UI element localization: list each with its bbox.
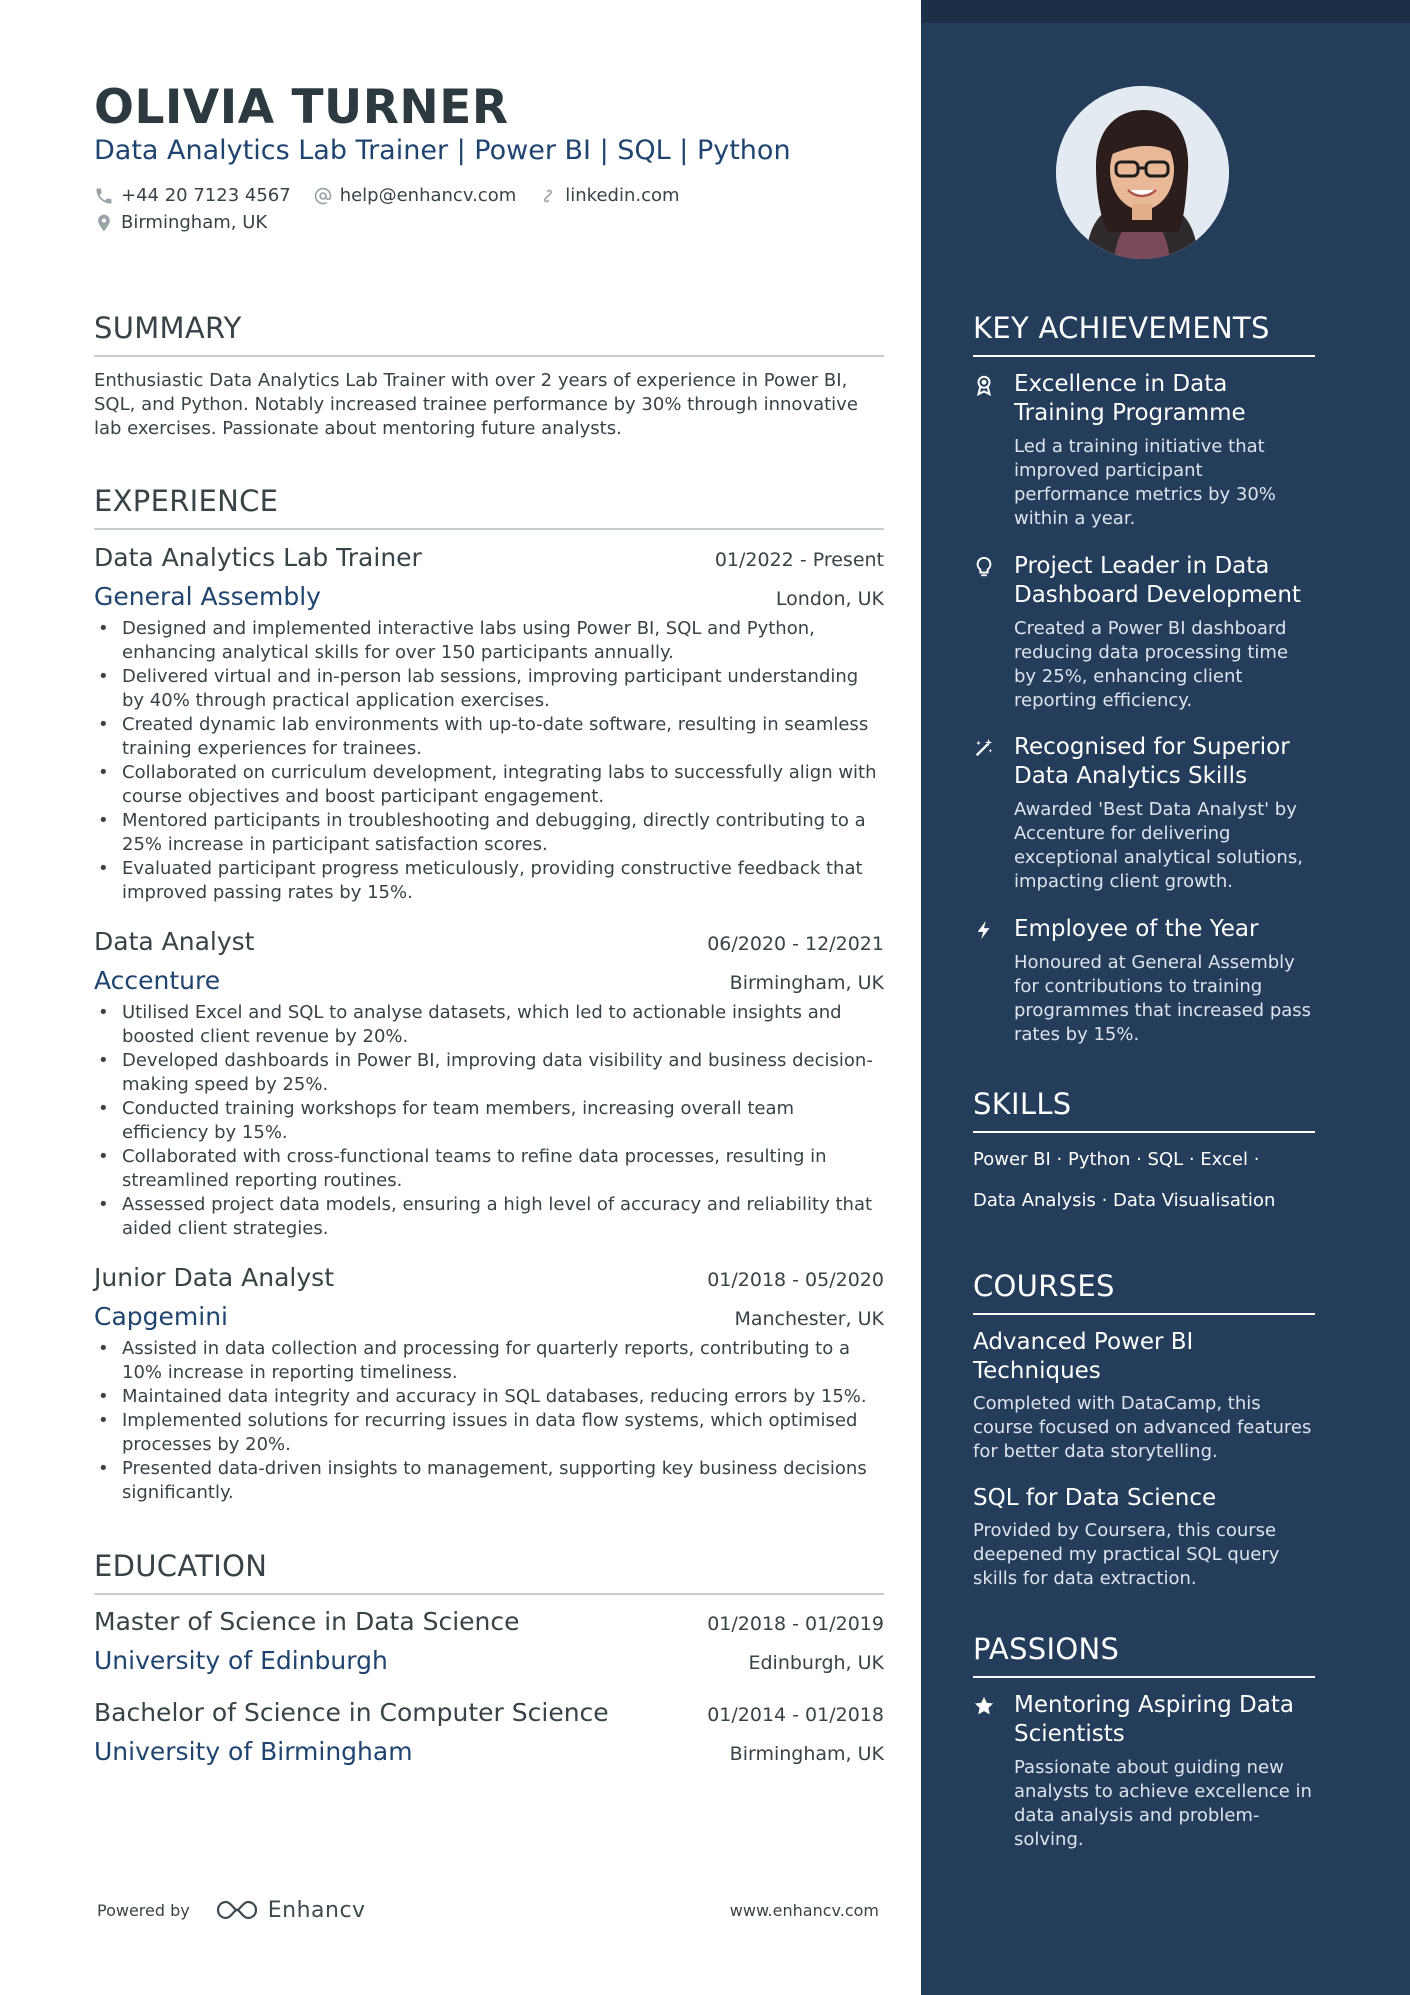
passions-section: [973, 1632, 1315, 1678]
job-dates: 01/2018 - 05/2020: [707, 1269, 884, 1291]
passion-title: Mentoring Aspiring Data Scientists: [1014, 1692, 1294, 1747]
achievement-title: Project Leader in Data Dashboard Development: [1014, 553, 1301, 608]
skills-title: SKILLS: [973, 1087, 1315, 1133]
candidate-name: OLIVIA TURNER: [94, 80, 509, 135]
school-location: Edinburgh, UK: [748, 1652, 884, 1674]
job-location: Birmingham, UK: [729, 972, 884, 994]
achievement-desc: Created a Power BI dashboard reducing data processing time by 25%, enhancing client reporting efficiency.: [1014, 618, 1289, 711]
courses-title: COURSES: [973, 1269, 1315, 1315]
lightbulb-icon: [973, 556, 995, 578]
passion-item: [973, 1691, 1315, 1852]
bullet-item: • Collaborated on curriculum development, integrating labs to successfully align with course objectives and boost participant engagement.: [94, 761, 884, 809]
phone-text: +44 20 7123 4567: [121, 185, 291, 206]
lightning-icon: [973, 919, 995, 941]
degree-title: Master of Science in Data Science: [94, 1607, 520, 1636]
achievement-desc: Honoured at General Assembly for contributions to training programmes that increased pass rates by 15%.: [1014, 952, 1312, 1045]
achievement-item: [973, 552, 1315, 713]
summary-title: SUMMARY: [94, 311, 884, 357]
skills-line-2: Data Analysis · Data Visualisation: [973, 1190, 1276, 1211]
bullet-item: • Assessed project data models, ensuring a high level of accuracy and reliability that aided client strategies.: [94, 1193, 884, 1241]
skills-section: [973, 1087, 1315, 1211]
email-text: help@enhancv.com: [339, 185, 517, 206]
job-entry: [94, 927, 884, 1241]
course-title: Advanced Power BI Techniques: [973, 1329, 1194, 1384]
job-title: Junior Data Analyst: [94, 1263, 335, 1292]
job-company: General Assembly: [94, 582, 321, 611]
job-company: Capgemini: [94, 1302, 228, 1331]
summary-section: [94, 311, 884, 441]
job-entry: [94, 543, 884, 905]
degree-title: Bachelor of Science in Computer Science: [94, 1698, 609, 1727]
course-desc: Completed with DataCamp, this course focused on advanced features for better data storytelling.: [973, 1393, 1312, 1462]
powered-by-label: Powered by: [97, 1900, 190, 1920]
at-icon: [313, 186, 333, 206]
education-entry: [94, 1698, 884, 1766]
job-bullets: [94, 1337, 884, 1505]
contact-row-2: [94, 212, 267, 233]
star-icon: [973, 1695, 995, 1717]
contact-location: [94, 212, 267, 233]
enhancv-logo-icon: [214, 1898, 260, 1922]
sidebar-top-bar: [921, 0, 1410, 23]
skills-line-1: Power BI · Python · SQL · Excel ·: [973, 1149, 1260, 1170]
job-title: Data Analytics Lab Trainer: [94, 543, 422, 572]
contact-link[interactable]: [538, 185, 679, 206]
bullet-item: • Developed dashboards in Power BI, improving data visibility and business decision-making speed by 25%.: [94, 1049, 884, 1097]
bullet-item: • Conducted training workshops for team members, increasing overall team efficiency by 15%.: [94, 1097, 884, 1145]
avatar-illustration: [1056, 86, 1229, 259]
job-bullets: [94, 1001, 884, 1241]
achievement-title: Employee of the Year: [1014, 916, 1259, 942]
bullet-item: • Evaluated participant progress meticulously, providing constructive feedback that improved passing rates by 15%.: [94, 857, 884, 905]
passion-desc: Passionate about guiding new analysts to achieve excellence in data analysis and problem-solving.: [1014, 1757, 1312, 1850]
education-dates: 01/2018 - 01/2019: [707, 1613, 884, 1635]
award-icon: [973, 374, 995, 396]
achievement-title: Excellence in Data Training Programme: [1014, 371, 1246, 426]
bullet-item: • Created dynamic lab environments with up-to-date software, resulting in seamless training experiences for trainees.: [94, 713, 884, 761]
powered-by: [97, 1898, 366, 1923]
location-pin-icon: [94, 213, 114, 233]
enhancv-logo[interactable]: [214, 1898, 366, 1923]
job-dates: 06/2020 - 12/2021: [707, 933, 884, 955]
job-location: Manchester, UK: [734, 1308, 884, 1330]
link-icon: [538, 186, 558, 206]
achievement-item: [973, 733, 1315, 894]
job-company: Accenture: [94, 966, 221, 995]
job-dates: 01/2022 - Present: [714, 549, 884, 571]
link-text: linkedin.com: [565, 185, 680, 206]
job-location: London, UK: [775, 588, 884, 610]
sidebar: [921, 0, 1410, 1995]
school-name: University of Edinburgh: [94, 1646, 388, 1675]
bullet-item: • Implemented solutions for recurring issues in data flow systems, which optimised processes by 20%.: [94, 1409, 884, 1457]
bullet-item: • Utilised Excel and SQL to analyse datasets, which led to actionable insights and boosted client revenue by 20%.: [94, 1001, 884, 1049]
magic-wand-icon: [973, 737, 995, 759]
achievement-title: Recognised for Superior Data Analytics Skills: [1014, 734, 1290, 789]
website-link[interactable]: www.enhancv.com: [729, 1900, 879, 1920]
course-item: [973, 1484, 1315, 1591]
contact-email[interactable]: [313, 185, 517, 206]
education-entry: [94, 1607, 884, 1675]
location-text: Birmingham, UK: [121, 212, 268, 233]
phone-icon: [94, 186, 114, 206]
achievements-title: KEY ACHIEVEMENTS: [973, 311, 1315, 357]
bullet-item: • Mentored participants in troubleshooting and debugging, directly contributing to a 25% increase in participant satisfaction scores.: [94, 809, 884, 857]
education-dates: 01/2014 - 01/2018: [707, 1704, 884, 1726]
school-name: University of Birmingham: [94, 1737, 413, 1766]
bullet-item: • Collaborated with cross-functional teams to refine data processes, resulting in streamlined reporting routines.: [94, 1145, 884, 1193]
bullet-item: • Presented data-driven insights to management, supporting key business decisions significantly.: [94, 1457, 884, 1505]
experience-section: [94, 484, 884, 530]
course-item: [973, 1328, 1315, 1464]
summary-text: Enthusiastic Data Analytics Lab Trainer with over 2 years of experience in Power BI, SQL, and Python. Notably increased trainee performance by 30% through innovative lab exercises. Passionate about mentoring future analysts.: [94, 370, 858, 439]
education-title: EDUCATION: [94, 1549, 884, 1595]
experience-title: EXPERIENCE: [94, 484, 884, 530]
job-entry: [94, 1263, 884, 1505]
course-title: SQL for Data Science: [973, 1485, 1217, 1511]
course-desc: Provided by Coursera, this course deepened my practical SQL query skills for data extraction.: [973, 1520, 1280, 1589]
achievement-item: [973, 370, 1315, 531]
contact-phone: [94, 185, 291, 206]
achievements-section: [973, 311, 1315, 357]
bullet-item: • Assisted in data collection and processing for quarterly reports, contributing to a 10% increase in reporting timeliness.: [94, 1337, 884, 1385]
brand-name: Enhancv: [267, 1897, 366, 1923]
candidate-headline: Data Analytics Lab Trainer | Power BI | SQL | Python: [94, 135, 791, 166]
job-title: Data Analyst: [94, 927, 255, 956]
courses-section: [973, 1269, 1315, 1315]
school-location: Birmingham, UK: [729, 1743, 884, 1765]
footer: [97, 1895, 879, 1925]
bullet-item: • Maintained data integrity and accuracy in SQL databases, reducing errors by 15%.: [94, 1385, 884, 1409]
education-section: [94, 1549, 884, 1595]
bullet-item: • Designed and implemented interactive labs using Power BI, SQL and Python, enhancing analytical skills for over 150 participants annually.: [94, 617, 884, 665]
achievement-desc: Awarded 'Best Data Analyst' by Accenture for delivering exceptional analytical solutions, impacting client growth.: [1014, 799, 1303, 892]
contact-row: [94, 185, 680, 206]
passions-title: PASSIONS: [973, 1632, 1315, 1678]
profile-photo: [1056, 86, 1229, 259]
achievement-desc: Led a training initiative that improved participant performance metrics by 30% within a year.: [1014, 436, 1276, 529]
job-bullets: [94, 617, 884, 905]
bullet-item: • Delivered virtual and in-person lab sessions, improving participant understanding by 40% through practical application exercises.: [94, 665, 884, 713]
achievement-item: [973, 915, 1315, 1047]
